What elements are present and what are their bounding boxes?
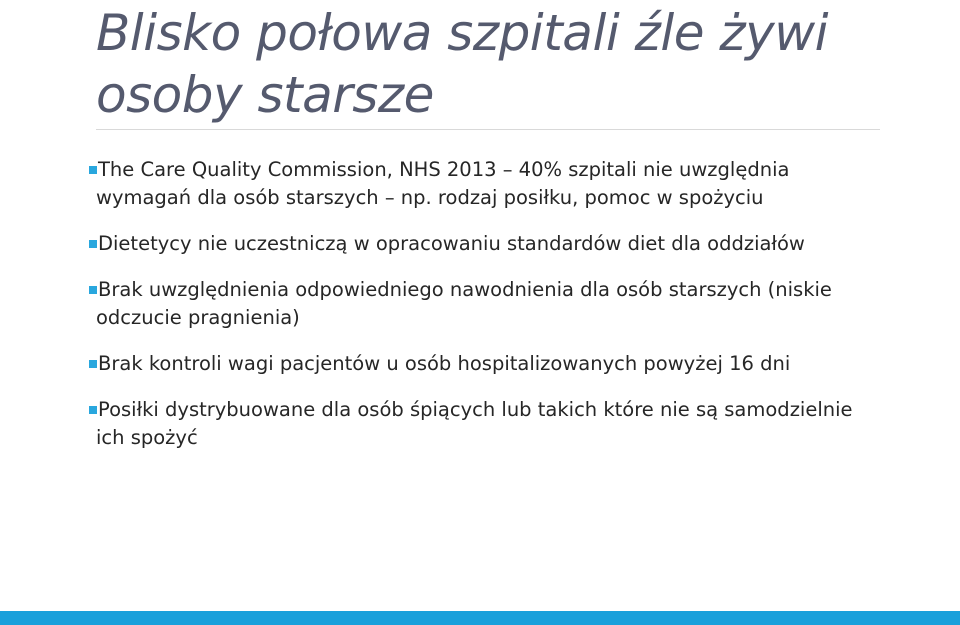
bullet-text: Posiłki dystrybuowane dla osób śpiących lub takich które nie są samodzielnie ich spożyć	[96, 398, 853, 449]
bullet-item	[96, 396, 886, 452]
slide-title: Blisko połowa szpitali źle żywi osoby starsze	[96, 4, 829, 124]
footer-accent-bar	[0, 611, 960, 625]
square-bullet-icon	[89, 406, 97, 414]
bullet-item	[96, 276, 886, 332]
bullet-text: The Care Quality Commission, NHS 2013 – 40% szpitali nie uwzględnia wymagań dla osób starszych – np. rodzaj posiłku, pomoc w spożyciu	[96, 158, 790, 209]
bullet-item	[96, 350, 886, 378]
square-bullet-icon	[89, 240, 97, 248]
square-bullet-icon	[89, 166, 97, 174]
square-bullet-icon	[89, 286, 97, 294]
square-bullet-icon	[89, 360, 97, 368]
bullet-list	[96, 156, 886, 470]
bullet-text: Brak uwzględnienia odpowiedniego nawodnienia dla osób starszych (niskie odczucie pragnienia)	[96, 278, 832, 329]
bullet-item	[96, 156, 886, 212]
bullet-text: Brak kontroli wagi pacjentów u osób hospitalizowanych powyżej 16 dni	[98, 352, 791, 375]
title-divider	[96, 129, 880, 130]
bullet-item	[96, 230, 886, 258]
bullet-text: Dietetycy nie uczestniczą w opracowaniu standardów diet dla oddziałów	[98, 232, 805, 255]
